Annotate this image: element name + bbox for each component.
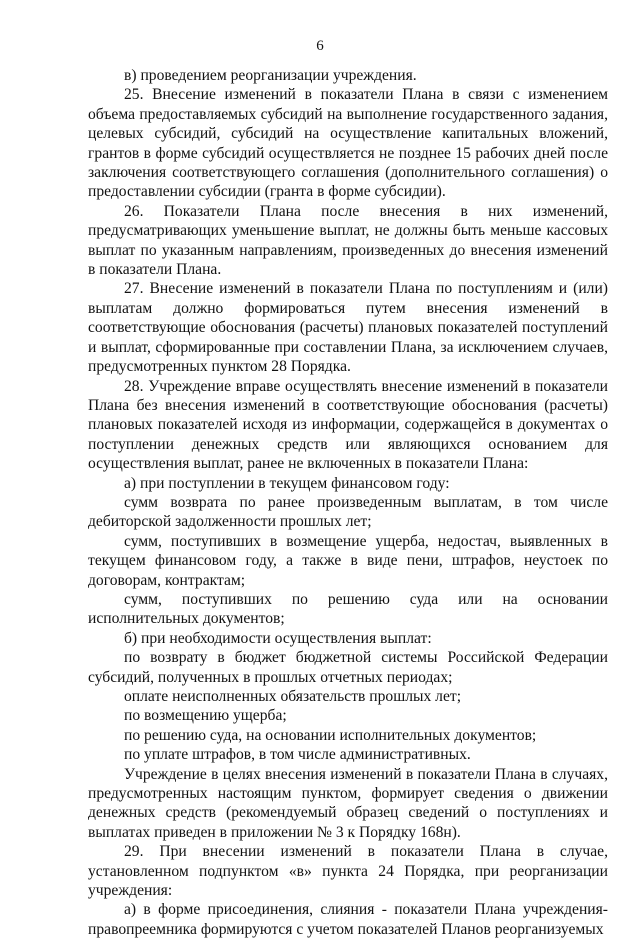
paragraph-28: 28. Учреждение вправе осуществлять внесение изменений в показатели Плана без внесения изменений в соответствующие обоснования (расчеты) плановых показателей исходя из информации, содержащейся в документах о поступлении денежных средств или являющихся основанием для осуществления выплат, ранее не включенных в показатели Плана:: [88, 377, 608, 473]
paragraph-25: 25. Внесение изменений в показатели Плана в связи с изменением объема предоставляемых субсидий на выполнение государственного задания, целевых субсидий, субсидий на осуществление капитальных вложений, грантов в форме субсидий осуществляется не позднее 15 рабочих дней после заключения соответствующего соглашения (дополнительного соглашения) о предоставлении субсидии (гранта в форме субсидии).: [88, 86, 608, 201]
paragraph-28-a: а) при поступлении в текущем финансовом году:: [124, 474, 450, 492]
list-item: сумм, поступивших в возмещение ущерба, недостач, выявленных в текущем финансовом году, а также в виде пени, штрафов, неустоек по договорам, контрактам;: [88, 532, 608, 589]
list-item: по возмещению ущерба;: [124, 707, 287, 725]
paragraph-29-a: а) в форме присоединения, слияния - показатели Плана учреждения-правопреемника формируются с учетом показателей Планов реорганизуемых: [88, 901, 608, 938]
list-item: по возврату в бюджет бюджетной системы Российской Федерации субсидий, полученных в прошлых отчетных периодах;: [88, 649, 608, 686]
document-body: [88, 66, 608, 939]
page-number: 6: [316, 38, 324, 54]
paragraph-27: 27. Внесение изменений в показатели Плана по поступлениям и (или) выплатам должно формироваться путем внесения изменений в соответствующие обоснования (расчеты) плановых показателей поступлений и выплат, сформированные при составлении Плана, за исключением случаев, предусмотренных пунктом 28 Порядка.: [88, 280, 608, 376]
list-item: оплате неисполненных обязательств прошлых лет;: [124, 688, 462, 705]
paragraph-28-b: б) при необходимости осуществления выплат:: [124, 629, 432, 647]
paragraph-29: 29. При внесении изменений в показатели Плана в случае, установленном подпунктом «в» пункта 24 Порядка, при реорганизации учреждения:: [88, 843, 608, 900]
list-item: сумм, поступивших по решению суда или на основании исполнительных документов;: [88, 590, 608, 628]
paragraph-28-note: Учреждение в целях внесения изменений в показатели Плана в случаях, предусмотренных настоящим пунктом, формирует сведения о движении денежных средств (рекомендуемый образец сведений о поступлениях и выплатах приведен в приложении № 3 к Порядку 168н).: [88, 765, 608, 841]
paragraph-26: 26. Показатели Плана после внесения в них изменений, предусматривающих уменьшение выплат, не должны быть меньше кассовых выплат по указанным направлениям, произведенных до внесения изменений в показатели Плана.: [88, 202, 608, 279]
list-item: по решению суда, на основании исполнительных документов;: [124, 726, 537, 744]
list-item: по уплате штрафов, в том числе административных.: [124, 746, 471, 764]
list-item: сумм возврата по ранее произведенным выплатам, в том числе дебиторской задолженности прошлых лет;: [88, 493, 608, 531]
paragraph-3v-reorganization: в) проведением реорганизации учреждения.: [124, 67, 417, 84]
